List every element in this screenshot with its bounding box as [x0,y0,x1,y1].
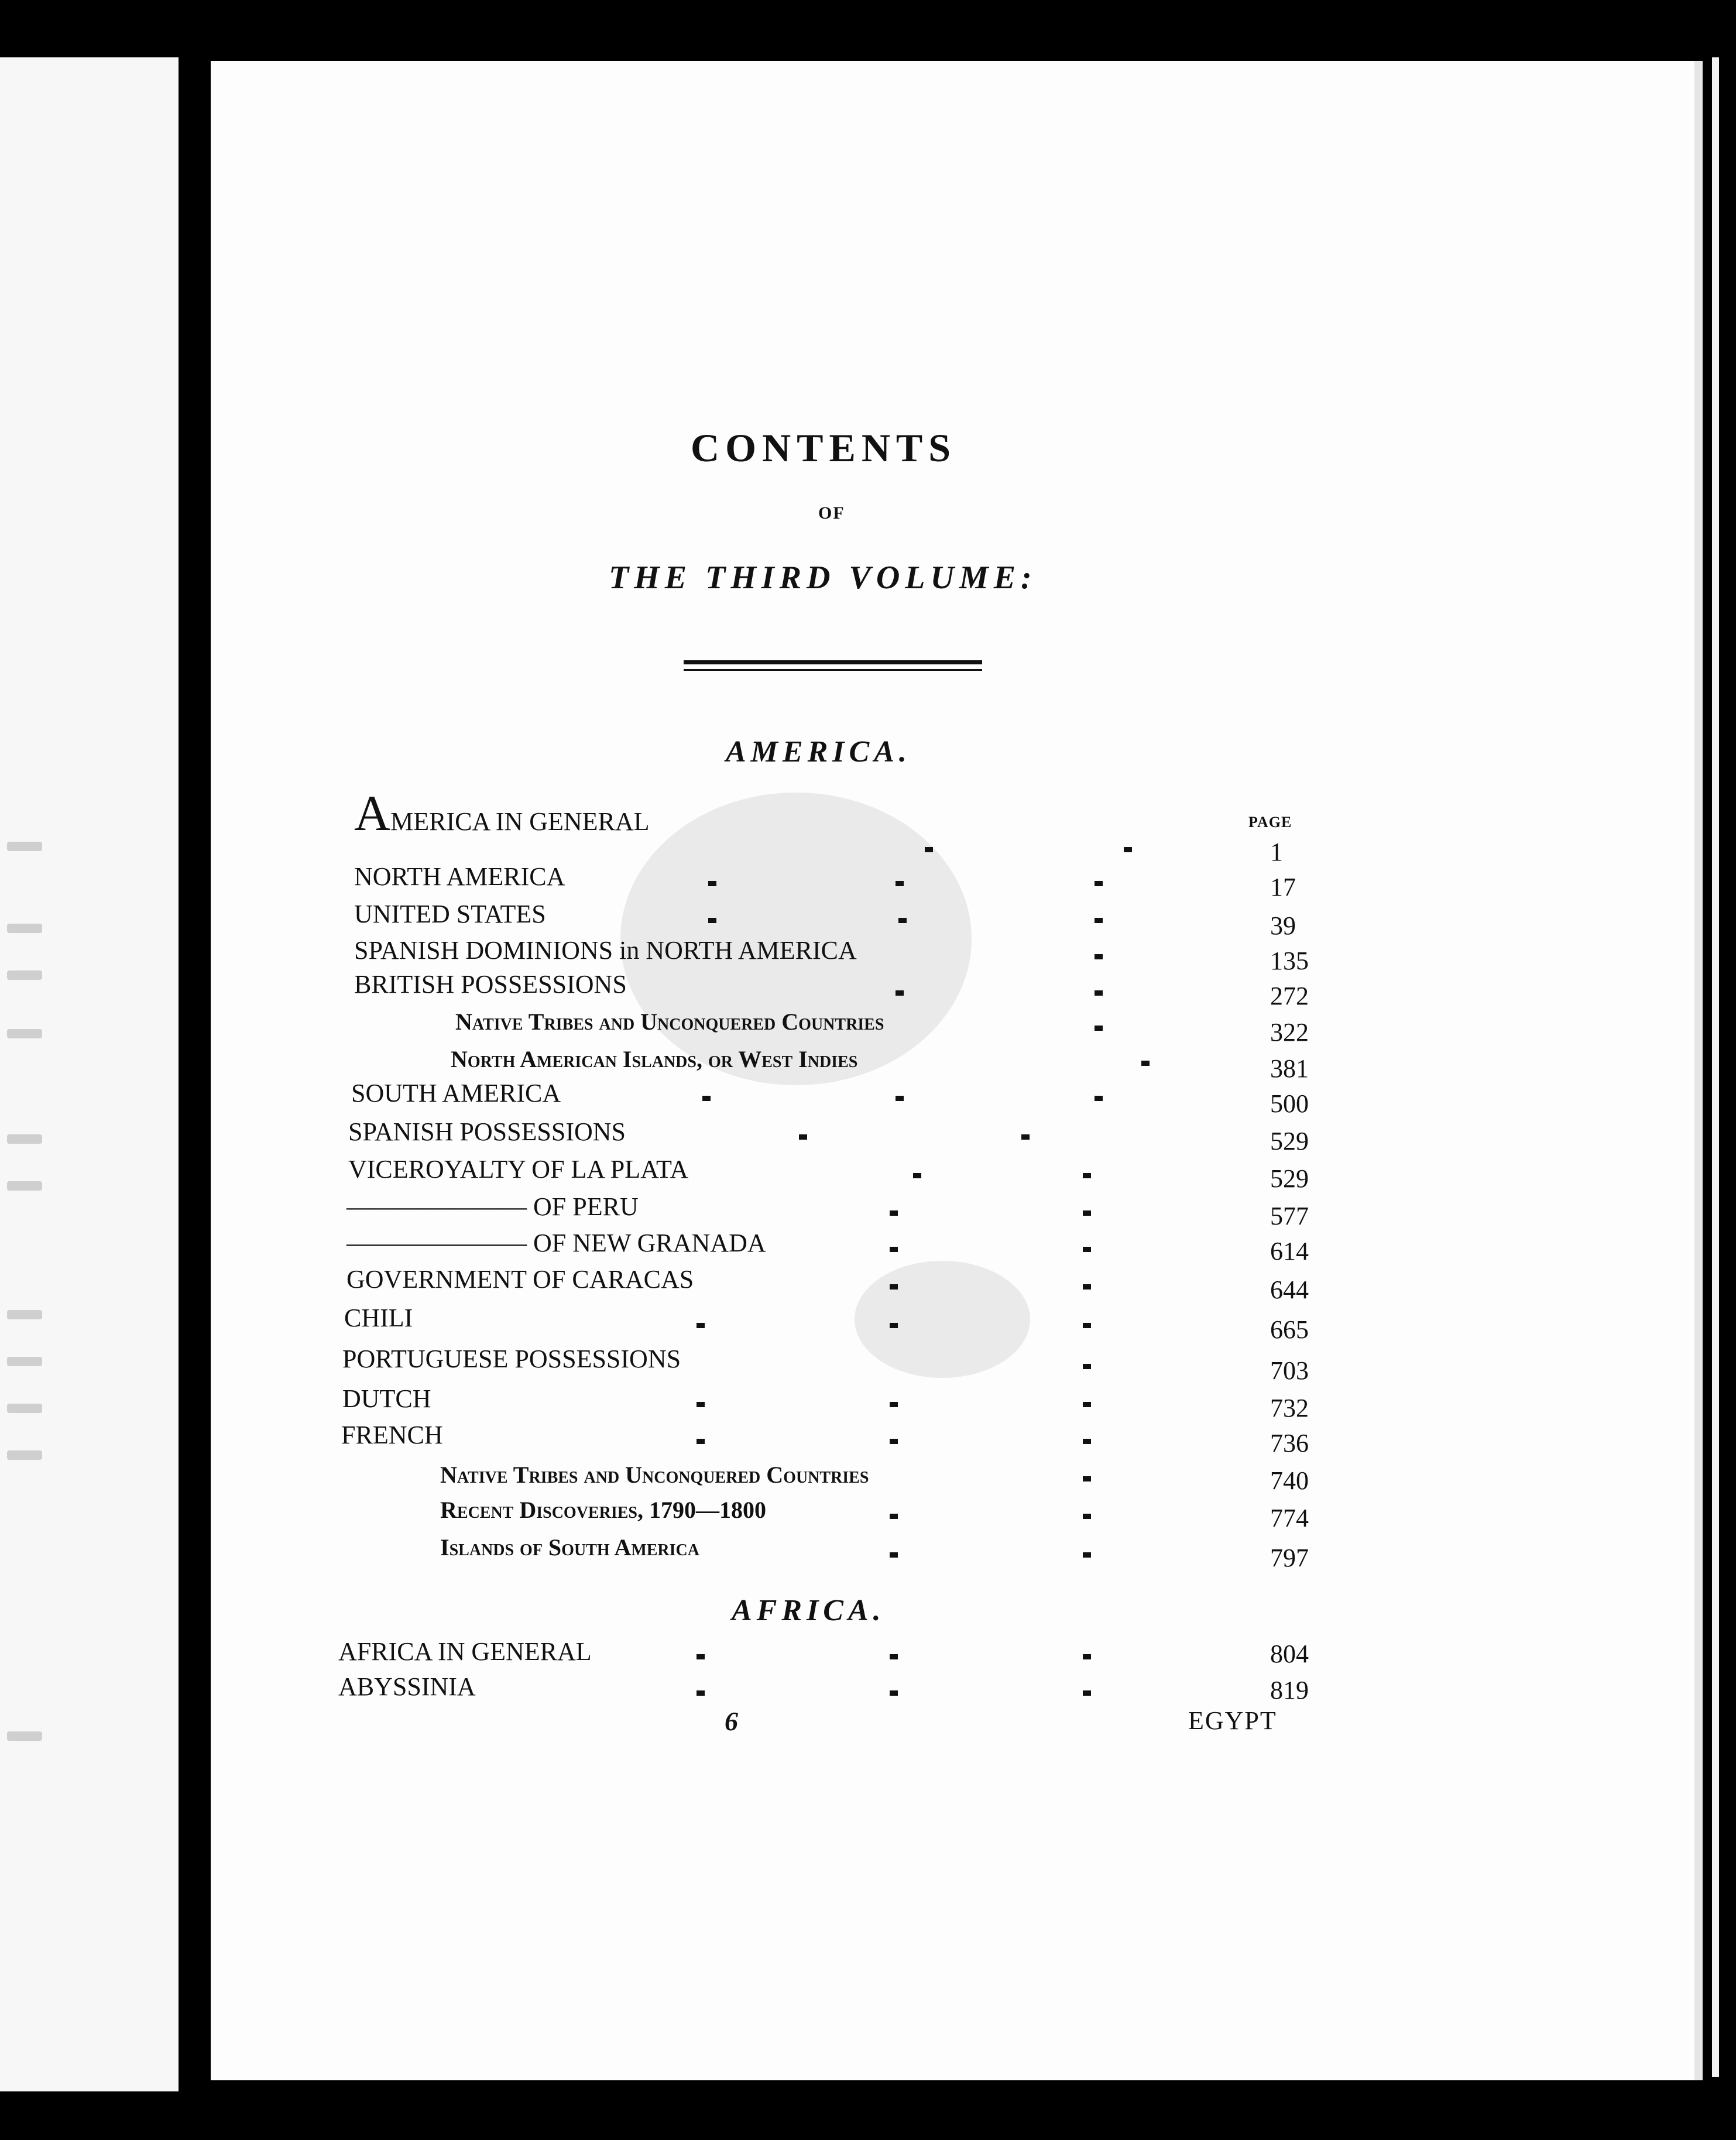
toc-entry-name: VICEROYALTY OF LA PLATA [348,1155,689,1184]
toc-entry-name: Islands of South America [440,1534,699,1561]
toc-entry-name: AFRICA IN GENERAL [338,1637,592,1666]
facing-page-fragment [7,1310,42,1319]
leader-dash [1083,1210,1091,1216]
toc-page-number: 1 [1270,838,1283,866]
toc-entry-name: ——————— OF PERU [346,1192,639,1221]
leader-dash [1083,1173,1091,1178]
toc-page-number: 577 [1270,1202,1309,1230]
toc-page-number: 39 [1270,911,1296,940]
section-heading-africa: AFRICA. [732,1594,886,1627]
leader-dash [890,1439,898,1444]
toc-page-number: 736 [1270,1429,1309,1457]
leader-dash [890,1552,898,1558]
leader-dash [1083,1552,1091,1558]
toc-page-number: 500 [1270,1089,1309,1118]
leader-dash [708,918,716,923]
title-of: OF [818,503,845,523]
toc-page-number: 381 [1270,1054,1309,1083]
toc-entry-name: Native Tribes and Unconquered Countries [455,1009,884,1035]
leader-dash [1095,1096,1103,1101]
title-rule [684,660,982,671]
toc-entry-name: SPANISH POSSESSIONS [348,1117,626,1146]
toc-page-number: 819 [1270,1676,1309,1705]
toc-entry-name: Recent Discoveries, 1790—1800 [440,1497,766,1523]
leader-dash [896,990,904,996]
facing-page-fragment [7,924,42,933]
paper-stain [855,1261,1030,1378]
leader-dash [1095,918,1103,923]
toc-entry-name: AMERICA IN GENERAL [354,785,650,841]
catchword: EGYPT [1188,1706,1277,1735]
facing-page [0,57,179,2091]
leader-dash [925,847,933,852]
facing-page-fragment [7,1404,42,1413]
facing-page-fragment [7,970,42,980]
toc-page-number: 665 [1270,1315,1309,1344]
toc-page-number: 774 [1270,1504,1309,1532]
leader-dash [697,1323,705,1328]
page-edge [1712,57,1719,2077]
leader-dash [1095,990,1103,996]
leader-dash [1083,1247,1091,1252]
toc-page-number: 272 [1270,982,1309,1010]
leader-dash [1083,1439,1091,1444]
leader-dash [1083,1476,1091,1481]
facing-page-fragment [7,1134,42,1144]
volume-title: THE THIRD VOLUME: [609,560,1037,596]
leader-dash [890,1323,898,1328]
toc-page-number: 529 [1270,1164,1309,1193]
leader-dash [896,881,904,886]
leader-dash [1095,1026,1103,1031]
toc-page-number: 614 [1270,1237,1309,1266]
toc-page-number: 644 [1270,1275,1309,1304]
leader-dash [1021,1134,1030,1140]
facing-page-fragment [7,1029,42,1038]
contents-page [211,61,1694,2080]
leader-dash [896,1096,904,1101]
drop-initial: A [354,785,391,841]
book-spine [186,57,204,2091]
leader-dash [697,1402,705,1407]
toc-page-number: 529 [1270,1127,1309,1155]
leader-dash [1083,1690,1091,1696]
toc-entry-name: BRITISH POSSESSIONS [354,970,627,999]
toc-entry-name: CHILI [344,1304,413,1332]
leader-dash [1095,881,1103,886]
leader-dash [898,918,907,923]
toc-page-number: 732 [1270,1394,1309,1422]
toc-entry-name: SPANISH DOMINIONS in NORTH AMERICA [354,936,857,965]
leader-dash [799,1134,807,1140]
leader-dash [697,1654,705,1659]
leader-dash [890,1247,898,1252]
toc-entry-name: UNITED STATES [354,900,546,928]
toc-entry-name: North American Islands, or West Indies [451,1046,858,1072]
facing-page-fragment [7,842,42,851]
toc-page-number: 135 [1270,946,1309,975]
toc-page-number: 797 [1270,1544,1309,1572]
leader-dash [1095,954,1103,959]
toc-page-number: 804 [1270,1640,1309,1668]
leader-dash [1083,1323,1091,1328]
toc-entry-name: NORTH AMERICA [354,862,565,891]
leader-dash [1083,1284,1091,1290]
toc-page-number: 322 [1270,1018,1309,1047]
leader-dash [890,1284,898,1290]
toc-entry-name: Native Tribes and Unconquered Countries [440,1462,869,1488]
leader-dash [890,1654,898,1659]
facing-page-fragment [7,1357,42,1366]
leader-dash [697,1439,705,1444]
leader-dash [890,1514,898,1519]
toc-entry-name: GOVERNMENT OF CARACAS [346,1265,694,1294]
facing-page-fragment [7,1731,42,1741]
leader-dash [913,1173,921,1178]
toc-page-number: 740 [1270,1466,1309,1495]
leader-dash [708,881,716,886]
toc-entry-name: PORTUGUESE POSSESSIONS [342,1345,681,1373]
toc-entry-name: ABYSSINIA [338,1672,476,1701]
page-edge [1694,61,1703,2080]
toc-entry-name: SOUTH AMERICA [351,1079,561,1107]
toc-page-number: 17 [1270,873,1296,901]
page-title: CONTENTS [691,426,957,470]
page-column-label: PAGE [1248,814,1292,831]
toc-entry-name: DUTCH [342,1384,431,1413]
leader-dash [1124,847,1132,852]
leader-dash [890,1402,898,1407]
facing-page-fragment [7,1450,42,1460]
leader-dash [702,1096,711,1101]
leader-dash [890,1690,898,1696]
leader-dash [1083,1402,1091,1407]
leader-dash [1083,1654,1091,1659]
toc-entry-name: FRENCH [341,1421,443,1449]
leader-dash [697,1690,705,1696]
toc-entry-name: ——————— OF NEW GRANADA [346,1229,766,1257]
signature-mark: 6 [725,1706,738,1736]
leader-dash [1083,1364,1091,1369]
leader-dash [1141,1061,1150,1066]
leader-dash [890,1210,898,1216]
leader-dash [1083,1514,1091,1519]
toc-page-number: 703 [1270,1356,1309,1385]
facing-page-fragment [7,1181,42,1191]
section-heading-america: AMERICA. [726,735,911,769]
